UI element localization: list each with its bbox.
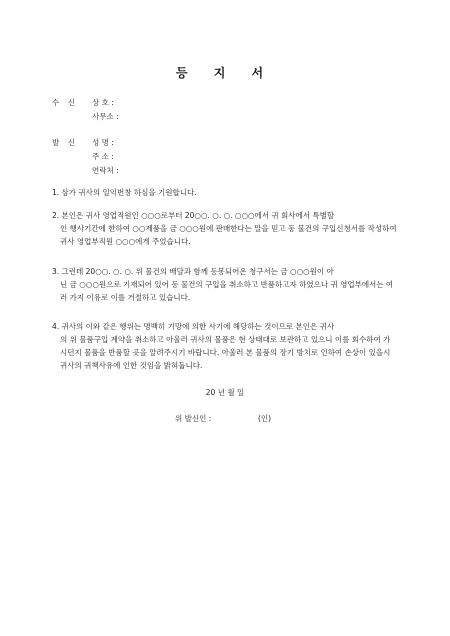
paragraph-3-first-line: 3. 그런데 20○○. ○. ○. 위 물건의 배달과 함께 동봉되어온 청구서는 금 ○○○원이 아: [52, 267, 334, 276]
signature-label: 위 발신인 :: [175, 414, 212, 423]
recipient-office-label: 사무소 :: [92, 112, 119, 121]
paragraph-3-continuation: 닌 금 ○○○원으로 기재되어 있어 동 물건의 구입을 취소하고 반품하고자 하였으나 귀 영업부에서는 여러 가지 이유로 이를 거절하고 있습니다.: [60, 280, 394, 302]
sender-label: 발 신: [52, 138, 78, 147]
recipient-label: 수 신: [52, 98, 78, 107]
paragraph-2-continuation: 인 행사기간에 한하여 ○○제품을 금 ○○○원에 판매한다는 말을 믿고 동 물건의 구입신청서를 작성하여 귀사 영업부직원 ○○○에게 주었습니다.: [60, 224, 397, 246]
recipient-business-name-label: 상 호 :: [92, 98, 114, 107]
paragraph-2-first-line: 2. 본인은 귀사 영업직원인 ○○○로부터 20○○. ○. ○. ○○○에서 귀 회사에서 특별할: [52, 211, 335, 220]
document-title: 등 지 서: [175, 66, 275, 80]
sender-name-label: 성 명 :: [92, 138, 114, 147]
paragraph-4-continuation: 의 위 물품구입 계약을 취소하고 아울러 귀사의 물품은 현 상태대로 보관하고 있으니 이를 회수하여 가시던지 물품을 반품할 곳을 알려주시기 바랍니다. 아울러 본 물품의 장기 방치로 인하여 손상이 있을시 귀사의 귀책사유에 인한 것임을 밝혀둡니다.: [60, 335, 391, 370]
date-line: 20 년 월 일: [205, 388, 245, 397]
paragraph-3: [52, 265, 397, 304]
paragraph-1-text: 1. 삼가 귀사의 일익번창 하심을 기원합니다.: [52, 188, 197, 197]
paragraph-2: [52, 209, 397, 248]
sender-address-label: 주 소 :: [92, 152, 114, 161]
paragraph-1: [52, 186, 397, 199]
paragraph-4: [52, 320, 397, 372]
paragraph-4-first-line: 4. 귀사의 이와 같은 행위는 명백히 기망에 의한 사기에 해당하는 것이므로 본인은 귀사: [52, 322, 335, 331]
seal-mark: (인): [258, 414, 272, 423]
sender-contact-label: 연락처 :: [92, 166, 119, 175]
